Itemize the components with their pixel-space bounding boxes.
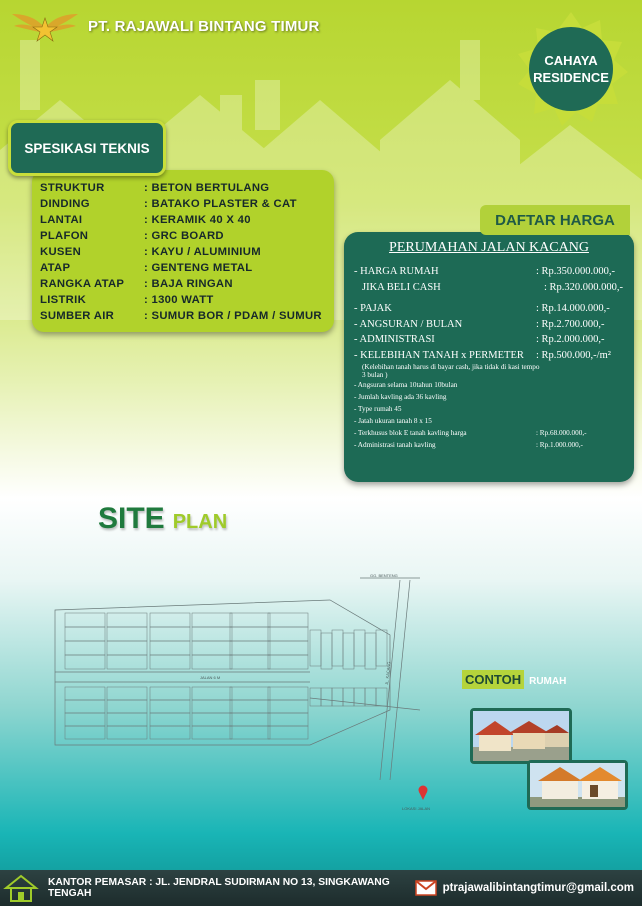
plot-lot — [230, 687, 270, 700]
plot-lot — [65, 655, 105, 669]
plot-lot — [150, 687, 190, 700]
plot-lot — [376, 630, 387, 666]
plot-lot — [230, 726, 270, 739]
spec-row — [40, 260, 334, 276]
price-subtitle: PERUMAHAN JALAN KACANG — [389, 240, 589, 255]
price-row — [354, 332, 624, 348]
plot-lot — [150, 641, 190, 655]
plot-lot — [107, 726, 147, 739]
plot-lot — [310, 630, 321, 666]
price-row — [354, 427, 624, 439]
plot-lot — [107, 613, 147, 627]
email-text[interactable]: ptrajawalibintangtimur@gmail.com — [442, 882, 634, 894]
price-label: - Angsuran selama 10tahun 10bulan — [354, 381, 458, 389]
plot-lot — [192, 613, 232, 627]
plot-lot — [268, 713, 308, 726]
plot-lot — [150, 713, 190, 726]
price-label: (Kelebihan tanah harus di bayar cash, jika tidak di kasi tempo 3 bulan ) — [362, 363, 540, 379]
spec-key: PLAFON — [40, 230, 89, 242]
plot-lot — [150, 726, 190, 739]
plot-lot — [332, 688, 343, 706]
price-row — [354, 301, 624, 317]
plot-lot — [107, 700, 147, 713]
price-rows — [354, 264, 624, 451]
road-label-top: GG. BENTENG — [370, 573, 398, 578]
plot-lot — [192, 641, 232, 655]
spec-value: : BETON BERTULANG — [144, 182, 270, 194]
price-label: - Terkhusus blok E tanah kavling harga — [354, 429, 467, 437]
spec-value: : KERAMIK 40 X 40 — [144, 214, 251, 226]
spec-row — [40, 228, 334, 244]
plot-lot — [65, 687, 105, 700]
plot-lot — [268, 641, 308, 655]
price-value: : Rp.14.000.000,- — [536, 303, 610, 315]
plot-lot — [332, 630, 343, 666]
price-row — [354, 439, 624, 451]
plot-lot — [230, 655, 270, 669]
plot-lot — [365, 633, 376, 669]
spec-value: : KAYU / ALUMINIUM — [144, 246, 261, 258]
spec-title: SPESIKASI TEKNIS — [8, 120, 166, 176]
price-label: - Jatah ukuran tanah 8 x 15 — [354, 417, 432, 425]
price-label: - HARGA RUMAH — [354, 266, 439, 278]
plot-lot — [150, 655, 190, 669]
plot-lot — [268, 655, 308, 669]
spec-row — [40, 180, 334, 196]
spec-key: ATAP — [40, 262, 71, 274]
plot-lot — [192, 687, 232, 700]
plot-lot — [230, 713, 270, 726]
price-value: : Rp.68.000.000,- — [536, 429, 587, 437]
road-label-right: JL. KACANG — [384, 661, 392, 686]
price-value: : Rp.320.000.000,- — [544, 281, 624, 293]
house-photo-1 — [470, 708, 572, 764]
plot-lot — [230, 641, 270, 655]
price-label: - ADMINISTRASI — [354, 334, 435, 346]
house-photo-2 — [527, 760, 628, 810]
plot-lot — [107, 713, 147, 726]
price-label: - Administrasi tanah kavling — [354, 441, 436, 449]
marker-label: LOKASI JALAN — [402, 806, 431, 811]
spec-key: STRUKTUR — [40, 182, 105, 194]
spec-key: LISTRIK — [40, 294, 87, 306]
brand — [10, 8, 320, 44]
spec-panel — [32, 170, 334, 332]
price-label: - PAJAK — [354, 303, 392, 315]
price-heading: DAFTAR HARGA — [480, 205, 630, 235]
spec-key: LANTAI — [40, 214, 83, 226]
price-value: : Rp.1.000.000,- — [536, 441, 583, 449]
site-plan-drawing — [10, 570, 431, 815]
site-plan-title — [98, 502, 227, 536]
house-photo-image — [530, 763, 625, 807]
price-label: JIKA BELI CASH — [362, 281, 441, 293]
plot-lot — [230, 627, 270, 641]
plot-lot — [107, 687, 147, 700]
badge-line2: RESIDENCE — [533, 70, 609, 85]
price-panel — [344, 232, 634, 482]
email-contact[interactable] — [415, 880, 634, 896]
plot-lot — [310, 688, 321, 706]
spec-value: : GENTENG METAL — [144, 262, 253, 274]
price-label: - KELEBIHAN TANAH x PERMETER — [354, 349, 524, 361]
footer — [0, 870, 642, 906]
site-title-sub: PLAN — [172, 511, 228, 533]
sample-title-main: CONTOH — [462, 670, 524, 689]
plot-lot — [376, 688, 387, 706]
plot-grid — [65, 613, 387, 739]
plot-lot — [65, 613, 105, 627]
plot-lot — [192, 655, 232, 669]
spec-value: : BATAKO PLASTER & CAT — [144, 198, 297, 210]
plot-lot — [268, 687, 308, 700]
price-row — [354, 348, 624, 364]
price-value: : Rp.350.000.000,- — [536, 266, 616, 278]
company-name: PT. RAJAWALI BINTANG TIMUR — [88, 17, 320, 35]
spec-row — [40, 276, 334, 292]
office-address: KANTOR PEMASAR : JL. JENDRAL SUDIRMAN NO 13, SINGKAWANG TENGAH — [48, 877, 390, 899]
plot-lot — [321, 688, 332, 706]
plot-lot — [150, 700, 190, 713]
spec-value: : BAJA RINGAN — [144, 278, 233, 290]
price-value: : Rp.2.000.000,- — [536, 334, 605, 346]
plot-lot — [107, 641, 147, 655]
sample-title-sub: RUMAH — [529, 676, 567, 687]
price-row — [354, 403, 624, 415]
spec-key: RANGKA ATAP — [40, 278, 125, 290]
plot-lot — [107, 627, 147, 641]
main-road — [380, 580, 400, 780]
spec-value: : GRC BOARD — [144, 230, 224, 242]
spec-row — [40, 196, 334, 212]
spec-row — [40, 212, 334, 228]
price-label: - ANGSURAN / BULAN — [354, 318, 463, 330]
spec-value: : SUMUR BOR / PDAM / SUMUR — [144, 310, 322, 322]
price-row — [354, 280, 624, 296]
plot-lot — [192, 726, 232, 739]
home-icon — [2, 872, 40, 904]
plot-lot — [192, 700, 232, 713]
plot-lot — [230, 700, 270, 713]
plot-lot — [65, 726, 105, 739]
site-title-main: SITE — [98, 502, 165, 535]
plot-lot — [65, 627, 105, 641]
price-row — [354, 264, 624, 280]
price-value: : Rp.500.000,-/m² — [536, 349, 611, 361]
location-pin-icon — [419, 786, 428, 801]
price-row — [354, 379, 624, 391]
spec-value: : 1300 WATT — [144, 294, 214, 306]
price-row — [354, 391, 624, 403]
badge-title — [512, 10, 630, 128]
price-label: - Jumlah kavling ada 36 kavling — [354, 393, 447, 401]
spec-row — [40, 244, 334, 260]
plot-lot — [343, 633, 354, 669]
plot-lot — [268, 700, 308, 713]
spec-key: SUMBER AIR — [40, 310, 115, 322]
plot-lot — [192, 713, 232, 726]
plot-lot — [65, 700, 105, 713]
plot-lot — [365, 688, 376, 706]
price-row — [354, 317, 624, 333]
price-label: - Type rumah 45 — [354, 405, 402, 413]
plot-lot — [268, 627, 308, 641]
price-row — [354, 363, 624, 379]
plot-lot — [343, 688, 354, 706]
spec-key: KUSEN — [40, 246, 82, 258]
spec-key: DINDING — [40, 198, 90, 210]
plot-lot — [321, 633, 332, 669]
spec-row — [40, 308, 334, 324]
house-photo-image — [473, 711, 569, 761]
plot-lot — [268, 613, 308, 627]
plot-lot — [150, 613, 190, 627]
plot-lot — [65, 641, 105, 655]
mail-icon — [415, 880, 437, 896]
plot-lot — [107, 655, 147, 669]
plot-lot — [65, 713, 105, 726]
plot-lot — [192, 627, 232, 641]
eagle-star-logo — [10, 8, 80, 44]
plot-lot — [230, 613, 270, 627]
price-row — [354, 415, 624, 427]
road-label-mid: JALAN 6 M — [200, 675, 221, 680]
plot-lot — [268, 726, 308, 739]
price-value: : Rp.2.700.000,- — [536, 318, 605, 330]
sample-house-title — [462, 670, 566, 689]
plot-lot — [354, 630, 365, 666]
badge-line1: CAHAYA — [544, 53, 598, 68]
spec-row — [40, 292, 334, 308]
plot-lot — [150, 627, 190, 641]
